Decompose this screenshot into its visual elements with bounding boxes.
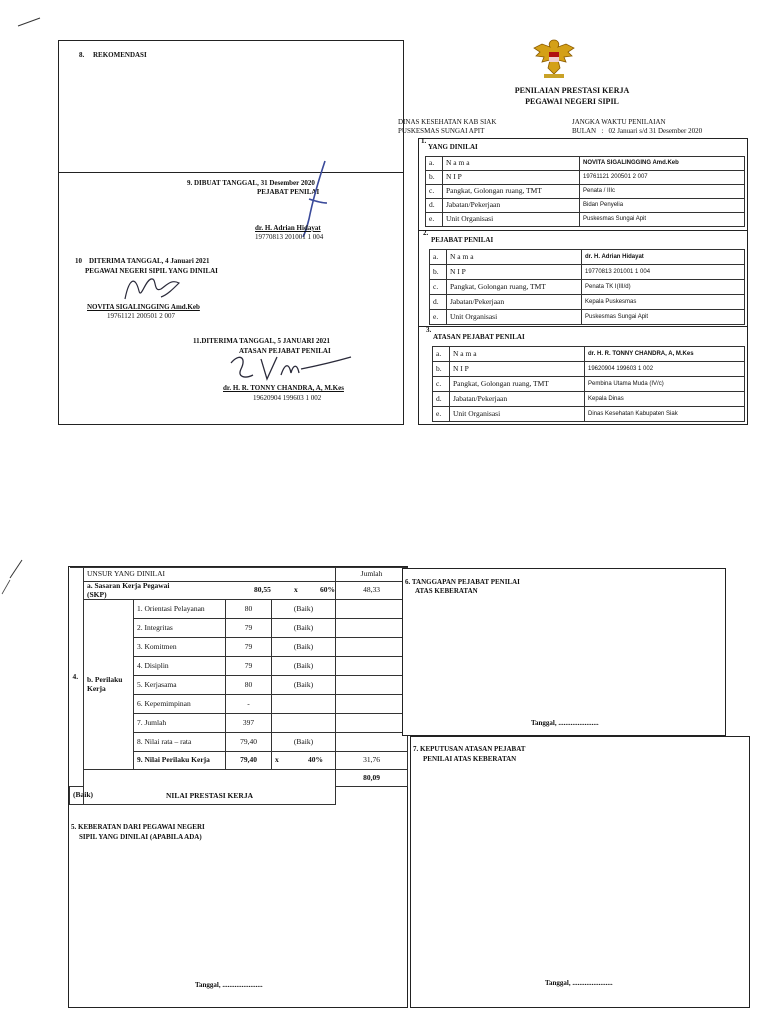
objection-date: Tanggal, .......................	[195, 981, 263, 989]
table-row: e. Unit Organisasi Puskesmas Sungai Apit	[430, 310, 745, 325]
table-row: d. Jabatan/Pekerjaan Bidan Penyelia	[426, 199, 745, 213]
skp-result: 48,33	[336, 582, 408, 600]
table-row: 4. Disiplin 79 (Baik)	[70, 657, 408, 676]
total-label: NILAI PRESTASI KERJA	[84, 770, 336, 805]
garuda-emblem-icon	[530, 36, 578, 85]
made-role: PEJABAT PENILAI	[257, 188, 320, 196]
section8-title: 8. REKOMENDASI	[79, 51, 147, 59]
received-superior-name: dr. H. R. TONNY CHANDRA, A, M.Kes	[223, 384, 344, 392]
divider	[419, 230, 747, 231]
response-date: Tanggal, .......................	[531, 719, 599, 727]
section2-title: PEJABAT PENILAI	[431, 236, 494, 244]
section2-number: 2.	[423, 229, 429, 237]
behavior-value-weight	[272, 752, 336, 770]
behavior-value-pct: 40%	[308, 755, 323, 764]
evaluation-table	[69, 567, 408, 805]
total-value: 80,09	[336, 770, 408, 787]
table-row: d. Jabatan/Pekerjaan Kepala Dinas	[433, 392, 745, 407]
divider	[419, 326, 747, 327]
response-title-line1: 6. TANGGAPAN PEJABAT PENILAI	[405, 578, 520, 586]
office-line1: DINAS KESEHATAN KAB SIAK	[398, 118, 497, 126]
received-superior-date: 11.DITERIMA TANGGAL, 5 JANUARI 2021	[193, 337, 331, 345]
skp-score: 80,55	[254, 585, 271, 594]
section1-table	[425, 156, 745, 227]
table-row: a. N a m a dr. H. Adrian Hidayat	[430, 250, 745, 265]
total-rating: (Baik)	[70, 787, 84, 805]
table-row: b. N I P 19761121 200501 2 007	[426, 171, 745, 185]
skp-label: a. Sasaran Kerja Pegawai (SKP)	[87, 581, 170, 599]
table-row: e. Unit Organisasi Puskesmas Sungai Apit	[426, 213, 745, 227]
table-row: 5. Kerjasama 80 (Baik)	[70, 676, 408, 695]
table-row: c. Pangkat, Golongan ruang, TMT Pembina Utama Muda (IV/c)	[433, 377, 745, 392]
section1-number: 1.	[421, 137, 427, 145]
made-name: dr. H. Adrian Hidayat	[255, 224, 321, 232]
table-row: 3. Komitmen 79 (Baik)	[70, 638, 408, 657]
section1-title: YANG DINILAI	[428, 143, 478, 151]
received-employee-nip: 19761121 200501 2 007	[107, 312, 175, 320]
section3-title: ATASAN PEJABAT PENILAI	[433, 333, 525, 341]
table-row: b. N I P 19770813 201001 1 004	[430, 265, 745, 280]
skp-pct: 60%	[320, 585, 335, 594]
received-superior-nip: 19620904 199603 1 002	[253, 394, 322, 402]
table-row: e. Unit Organisasi Dinas Kesehatan Kabupaten Siak	[433, 407, 745, 422]
recommendation-panel	[58, 40, 404, 425]
response-panel	[402, 568, 726, 736]
behavior-label: b. Perilaku Kerja	[84, 600, 134, 770]
objection-title-line1: 5. KEBERATAN DARI PEGAWAI NEGERI	[71, 823, 205, 831]
table-row: 6. Kepemimpinan -	[70, 695, 408, 714]
divider	[59, 172, 403, 173]
table-row: b. Perilaku Kerja 1. Orientasi Pelayanan 80 (Baik)	[70, 600, 408, 619]
evaluation-panel	[68, 566, 408, 1008]
table-row: a. N a m a dr. H. R. TONNY CHANDRA, A, M.Kes	[433, 347, 745, 362]
skp-row	[84, 582, 336, 600]
section3-number: 3.	[426, 326, 432, 334]
form-title-line1: PENILAIAN PRESTASI KERJA	[514, 86, 630, 95]
skp-x: x	[294, 585, 298, 594]
received-superior-role: ATASAN PEJABAT PENILAI	[239, 347, 331, 355]
table-row	[70, 770, 408, 787]
objection-title-line2: SIPIL YANG DINILAI (APABILA ADA)	[79, 833, 202, 841]
table-row: b. N I P 19620904 199603 1 002	[433, 362, 745, 377]
section4-number: 4.	[70, 568, 84, 787]
office-line2: PUSKESMAS SUNGAI APIT	[398, 127, 485, 135]
section3-table	[432, 346, 745, 422]
header-label: UNSUR YANG DINILAI	[84, 568, 336, 582]
decision-title-line2: PENILAI ATAS KEBERATAN	[423, 755, 517, 763]
superior-signature	[225, 349, 355, 389]
received-employee-role: PEGAWAI NEGERI SIPIL YANG DINILAI	[85, 267, 218, 275]
response-title-line2: ATAS KEBERATAN	[415, 587, 478, 595]
table-row: a. N a m a NOVITA SIGALINGGING Amd.Keb	[426, 157, 745, 171]
received-employee-date: 10 DITERIMA TANGGAL, 4 Januari 2021	[75, 257, 210, 265]
table-row: 7. Jumlah 397	[70, 714, 408, 733]
decision-title-line1: 7. KEPUTUSAN ATASAN PEJABAT	[413, 745, 526, 753]
made-nip: 19770813 201001 1 004	[255, 233, 324, 241]
table-row: 8. Nilai rata – rata 79,40 (Baik)	[70, 733, 408, 752]
table-row	[70, 568, 408, 582]
behavior-value-label: 9. Nilai Perilaku Kerja	[134, 752, 226, 770]
identity-table	[418, 138, 748, 425]
behavior-value-result: 31,76	[336, 752, 408, 770]
table-row: c. Pangkat, Golongan ruang, TMT Penata TK I(III/d)	[430, 280, 745, 295]
table-row: 2. Integritas 79 (Baik)	[70, 619, 408, 638]
table-row: d. Jabatan/Pekerjaan Kepala Puskesmas	[430, 295, 745, 310]
section2-table	[429, 249, 745, 325]
table-row: c. Pangkat, Golongan ruang, TMT Penata / IIIc	[426, 185, 745, 199]
form-title-line2: PEGAWAI NEGERI SIPIL	[525, 97, 619, 106]
header-sum: Jumlah	[336, 568, 408, 582]
period-line1: JANGKA WAKTU PENILAIAN	[572, 118, 666, 126]
made-date: 9. DIBUAT TANGGAL, 31 Desember 2020	[187, 179, 315, 187]
behavior-value-score: 79,40	[226, 752, 272, 770]
table-row	[70, 582, 408, 600]
received-employee-name: NOVITA SIGALINGGING Amd.Keb	[87, 303, 200, 311]
period-line2: BULAN : 02 Januari s/d 31 Desember 2020	[572, 127, 703, 135]
behavior-value-x: x	[275, 755, 279, 765]
decision-panel	[410, 736, 750, 1008]
decision-date: Tanggal, .......................	[545, 979, 613, 987]
